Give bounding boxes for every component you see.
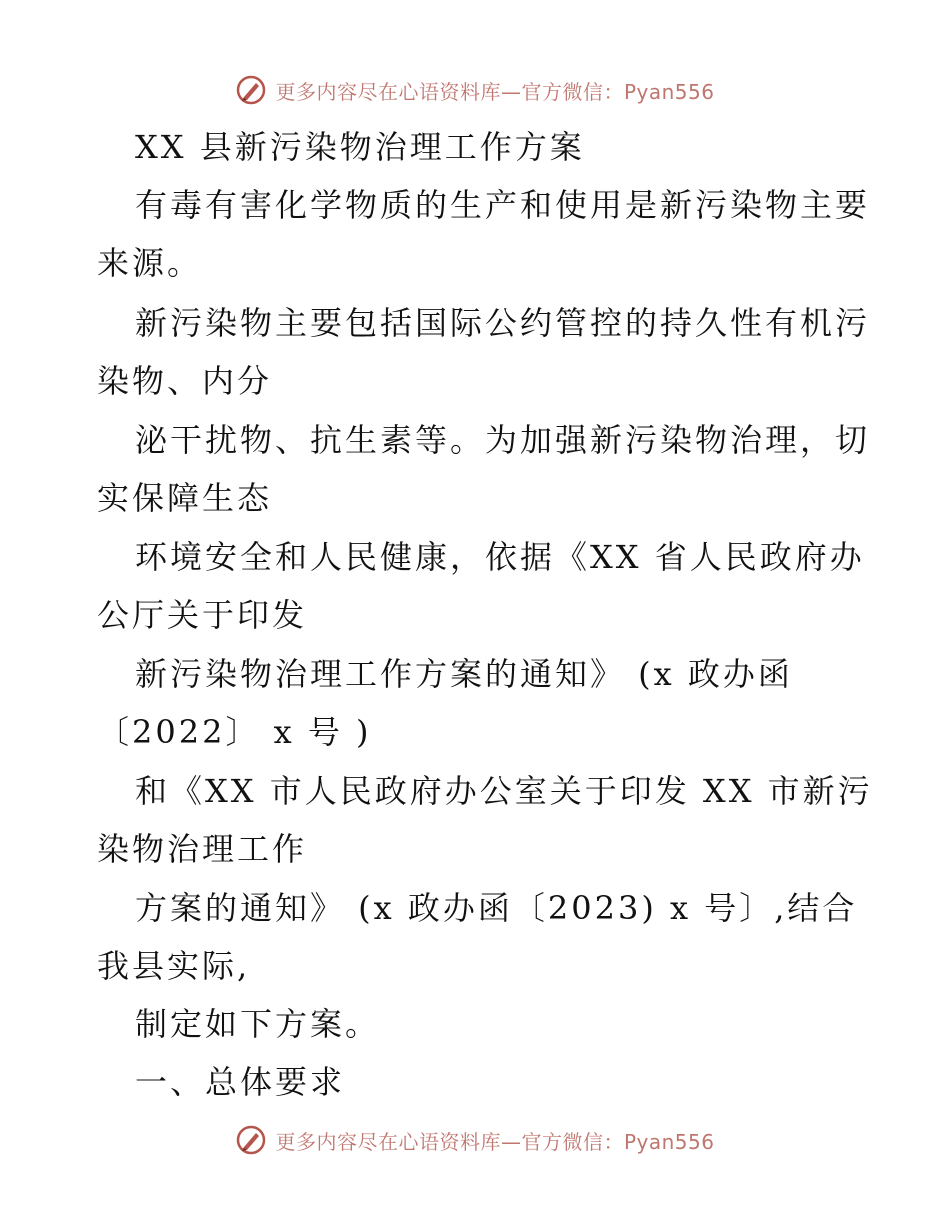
text-line: 实保障生态 <box>97 479 273 517</box>
document-title: XX 县新污染物治理工作方案 <box>135 128 585 166</box>
section-heading: 一、总体要求 <box>135 1063 346 1101</box>
text-line: 公厅关于印发 <box>97 596 308 634</box>
text-line: 制定如下方案。 <box>135 1005 381 1043</box>
text-line: 和《XX 市人民政府办公室关于印发 XX 市新污 <box>135 772 873 810</box>
text-line: 有毒有害化学物质的生产和使用是新污染物主要 <box>135 186 871 224</box>
watermark-text: 更多内容尽在心语资料库—官方微信：Pyan556 <box>275 1129 715 1154</box>
text-line: 环境安全和人民健康，依据《XX 省人民政府办 <box>135 538 865 576</box>
watermark-bottom <box>0 1120 950 1160</box>
text-line: 染物、内分 <box>97 362 273 400</box>
text-line: 染物治理工作 <box>97 830 308 868</box>
text-line: 〔2022〕 x 号 ) <box>97 713 372 751</box>
pen-logo-icon <box>235 1124 267 1156</box>
watermark-text: 更多内容尽在心语资料库—官方微信：Pyan556 <box>275 79 715 104</box>
text-line: 泌干扰物、抗生素等。为加强新污染物治理，切 <box>135 421 871 459</box>
text-line: 我县实际, <box>97 947 251 985</box>
text-line: 方案的通知》 (x 政办函〔2023) x 号〕,结合 <box>135 889 858 927</box>
text-line: 新污染物治理工作方案的通知》 (x 政办函 <box>135 655 793 693</box>
text-line: 新污染物主要包括国际公约管控的持久性有机污 <box>135 304 871 342</box>
text-line: 来源。 <box>97 244 203 282</box>
